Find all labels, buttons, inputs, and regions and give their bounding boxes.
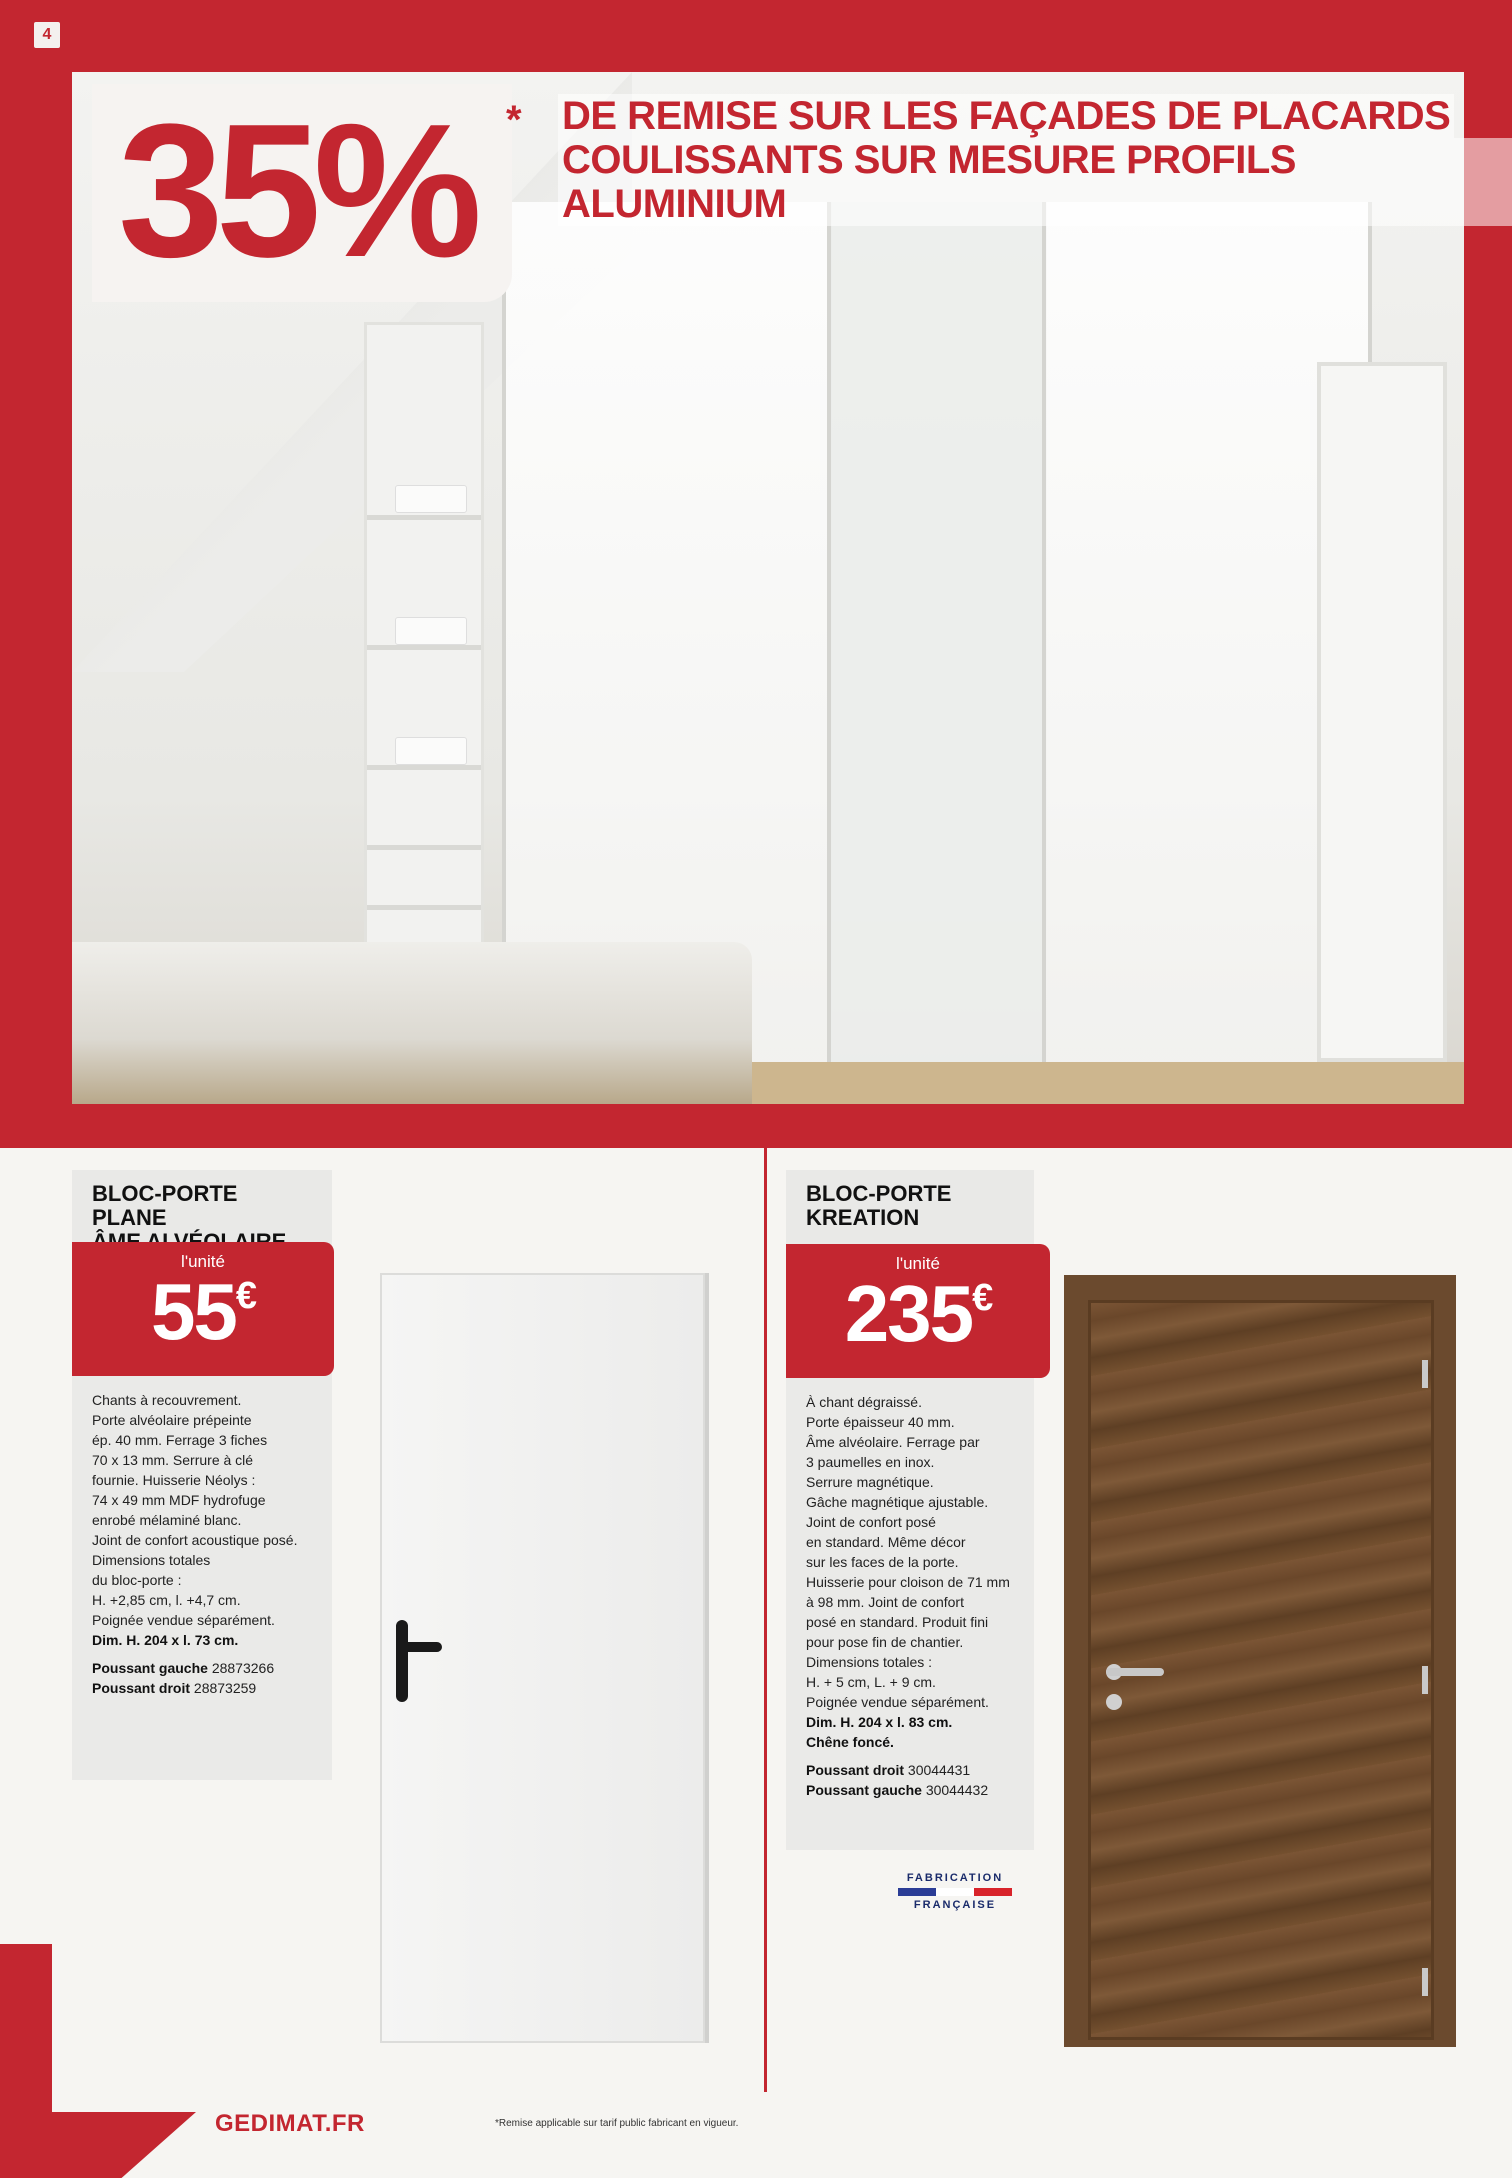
left-desc-line: 70 x 13 mm. Serrure à clé — [92, 1452, 254, 1468]
right-desc-line: pour pose fin de chantier. — [806, 1634, 964, 1650]
door-handle-lever — [1106, 1668, 1164, 1676]
left-unit-label: l'unité — [181, 1252, 225, 1271]
left-desc-line: Dimensions totales — [92, 1552, 211, 1568]
left-price-currency: € — [235, 1275, 256, 1317]
made-in-france-line1: FABRICATION — [906, 1872, 1004, 1884]
right-desc-line: sur les faces de la porte. — [806, 1554, 959, 1570]
right-ref-row — [806, 1780, 1046, 1800]
discount-percent: 35% — [118, 85, 475, 297]
right-desc-line: Âme alvéolaire. Ferrage par — [806, 1434, 980, 1450]
door-hinge — [1422, 1360, 1428, 1388]
right-finish: Chêne foncé. — [806, 1734, 894, 1750]
right-product-title-line2: KREATION — [806, 1205, 920, 1230]
right-ref1-value: 30044431 — [907, 1762, 971, 1778]
photo-drawer — [367, 905, 481, 910]
right-desc-line: Serrure magnétique. — [806, 1474, 934, 1490]
page-number: 4 — [34, 22, 60, 48]
right-ref2-label: Poussant gauche — [806, 1782, 922, 1798]
door-keyhole-icon — [1106, 1694, 1122, 1710]
promo-headline-line2: COULISSANTS SUR MESURE PROFILS ALUMINIUM — [558, 138, 1512, 226]
right-desc-line: en standard. Même décor — [806, 1534, 966, 1550]
photo-shelf — [367, 515, 481, 520]
right-ref1-label: Poussant droit — [806, 1762, 905, 1778]
door-handle — [396, 1620, 408, 1702]
photo-towels — [395, 737, 467, 765]
door-handle-lever — [396, 1642, 442, 1652]
right-desc-line: H. + 5 cm, L. + 9 cm. — [806, 1674, 936, 1690]
left-dimensions: Dim. H. 204 x l. 73 cm. — [92, 1632, 239, 1648]
right-desc-line: Joint de confort posé — [806, 1514, 936, 1530]
right-ref2-value: 30044432 — [925, 1782, 989, 1798]
left-product-title-line1: BLOC-PORTE PLANE — [92, 1181, 238, 1230]
white-door-image — [380, 1273, 705, 2043]
right-price-box — [786, 1244, 1050, 1378]
photo-shelf — [367, 765, 481, 770]
left-description — [92, 1390, 332, 1698]
discount-asterisk: * — [506, 98, 522, 142]
made-in-france-badge — [898, 1872, 1012, 1922]
right-desc-line: Poignée vendue séparément. — [806, 1694, 989, 1710]
right-desc-line: Dimensions totales : — [806, 1654, 933, 1670]
right-price — [786, 1269, 1050, 1358]
left-desc-line: Poignée vendue séparément. — [92, 1612, 275, 1628]
left-desc-line: 74 x 49 mm MDF hydrofuge — [92, 1492, 266, 1508]
left-ref1-label: Poussant gauche — [92, 1660, 208, 1676]
right-unit-label: l'unité — [896, 1254, 940, 1273]
left-desc-line: Chants à recouvrement. — [92, 1392, 242, 1408]
photo-towels — [395, 617, 467, 645]
column-divider — [764, 1144, 767, 2092]
left-ref2-value: 28873259 — [193, 1680, 257, 1696]
door-hinge — [1422, 1666, 1428, 1694]
right-desc-line: Huisserie pour cloison de 71 mm — [806, 1574, 1010, 1590]
left-ref-row — [92, 1678, 332, 1698]
left-ref-row — [92, 1658, 332, 1678]
footer-red-wedge — [0, 2112, 196, 2178]
left-desc-line: Porte alvéolaire prépeinte — [92, 1412, 252, 1428]
promo-headline-line1: DE REMISE SUR LES FAÇADES DE PLACARDS — [558, 94, 1454, 138]
left-price — [72, 1267, 334, 1356]
site-url[interactable]: GEDIMAT.FR — [215, 2110, 365, 2137]
right-product-title — [786, 1170, 1034, 1242]
photo-sliding-panel — [827, 202, 1047, 1062]
right-product-title-line1: BLOC-PORTE — [806, 1181, 952, 1206]
right-price-currency: € — [972, 1277, 992, 1319]
footnote: *Remise applicable sur tarif public fabricant en vigueur. — [495, 2118, 739, 2129]
left-price-box — [72, 1242, 334, 1376]
photo-sliding-panel — [502, 202, 832, 1062]
left-product-title — [72, 1170, 332, 1242]
right-price-value: 235 — [844, 1269, 973, 1358]
left-ref2-label: Poussant droit — [92, 1680, 191, 1696]
photo-shelf — [367, 645, 481, 650]
made-in-france-line2: FRANÇAISE — [913, 1899, 997, 1911]
left-desc-line: ép. 40 mm. Ferrage 3 fiches — [92, 1432, 268, 1448]
left-desc-line: fournie. Huisserie Néolys : — [92, 1472, 256, 1488]
right-desc-line: À chant dégraissé. — [806, 1394, 922, 1410]
right-desc-line: Porte épaisseur 40 mm. — [806, 1414, 955, 1430]
right-desc-line: à 98 mm. Joint de confort — [806, 1594, 964, 1610]
door-hinge — [1422, 1968, 1428, 1996]
right-desc-line: posé en standard. Produit fini — [806, 1614, 989, 1630]
left-desc-line: H. +2,85 cm, l. +4,7 cm. — [92, 1592, 241, 1608]
left-price-value: 55 — [150, 1267, 236, 1356]
left-desc-line: du bloc-porte : — [92, 1572, 182, 1588]
photo-drawer — [367, 845, 481, 850]
french-flag-icon — [898, 1888, 1012, 1896]
promo-headline — [558, 94, 1512, 226]
right-ref-row — [806, 1760, 1046, 1780]
photo-shelf-unit — [364, 322, 484, 992]
left-ref1-value: 28873266 — [211, 1660, 275, 1676]
left-desc-line: enrobé mélaminé blanc. — [92, 1512, 242, 1528]
photo-towels — [395, 485, 467, 513]
photo-window — [1317, 362, 1447, 1062]
right-description — [806, 1392, 1046, 1800]
right-dimensions: Dim. H. 204 x l. 83 cm. — [806, 1714, 953, 1730]
photo-bed — [72, 942, 752, 1104]
right-desc-line: 3 paumelles en inox. — [806, 1454, 935, 1470]
left-desc-line: Joint de confort acoustique posé. — [92, 1532, 298, 1548]
right-desc-line: Gâche magnétique ajustable. — [806, 1494, 989, 1510]
